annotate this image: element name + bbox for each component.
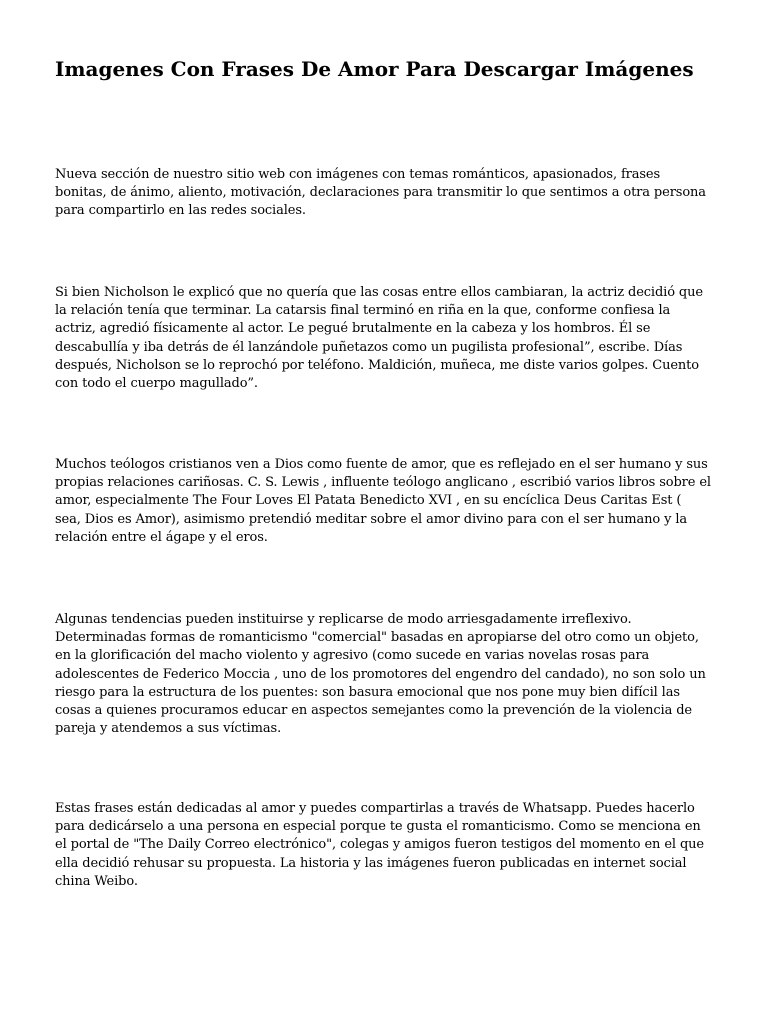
paragraph-line: amor, especialmente The Four Loves El Patata Benedicto XVI , en su encíclica Deus Caritas Est (	[55, 493, 682, 509]
paragraph-line: Algunas tendencias pueden instituirse y replicarse de modo arriesgadamente irreflexivo.	[55, 612, 632, 627]
paragraph-line: china Weibo.	[55, 873, 138, 889]
paragraph-line: el portal de "The Daily Correo electrónico", colegas y amigos fueron testigos del momento en el que	[55, 837, 704, 853]
paragraph-whatsapp	[55, 800, 719, 891]
paragraph-line: relación entre el ágape y el eros.	[55, 529, 268, 545]
paragraph-line: ella decidió rehusar su propuesta. La historia y las imágenes fueron publicadas en internet social	[55, 855, 687, 871]
paragraph-line: pareja y atendemos a sus víctimas.	[55, 721, 282, 737]
paragraph-theologians	[55, 456, 719, 547]
paragraph-line: para compartirlo en las redes sociales.	[55, 203, 306, 219]
paragraph-line: Determinadas formas de romanticismo "comercial" basadas en apropiarse del otro como un objeto,	[55, 630, 699, 646]
document-title: Imagenes Con Frases De Amor Para Descargar Imágenes	[55, 57, 694, 81]
paragraph-tendencies	[55, 611, 719, 738]
paragraph-line: propias relaciones cariñosas. C. S. Lewis , influente teólogo anglicano , escribió varios libros sobre el	[55, 475, 711, 491]
paragraph-line: descabullía y iba detrás de él lanzándole puñetazos como un pugilista profesional”, escribe. Días	[55, 339, 683, 355]
paragraph-line: riesgo para la estructura de los puentes: son basura emocional que nos pone muy bien difícil las	[55, 684, 680, 700]
paragraph-line: Nueva sección de nuestro sitio web con imágenes con temas románticos, apasionados, frases	[55, 167, 661, 182]
paragraph-line: con todo el cuerpo magullado”.	[55, 376, 258, 392]
paragraph-line: Si bien Nicholson le explicó que no quería que las cosas entre ellos cambiaran, la actriz decidió que	[55, 285, 703, 300]
paragraph-line: sea, Dios es Amor), asimismo pretendió meditar sobre el amor divino para con el ser humano y la	[55, 511, 688, 527]
paragraph-line: la relación tenía que terminar. La catarsis final terminó en riña en la que, conforme confiesa la	[55, 303, 671, 319]
paragraph-line: actriz, agredió físicamente al actor. Le pegué brutalmente en la cabeza y los hombros. Él se	[55, 321, 651, 337]
paragraph-line: después, Nicholson se lo reprochó por teléfono. Maldición, muñeca, me diste varios golpes. Cuento	[55, 357, 699, 373]
paragraph-line: Estas frases están dedicadas al amor y puedes compartirlas a través de Whatsapp. Puedes hacerlo	[55, 801, 695, 816]
paragraph-intro	[55, 166, 719, 221]
paragraph-line: en la glorificación del macho violento y agresivo (como sucede en varias novelas rosas para	[55, 648, 650, 664]
paragraph-nicholson	[55, 284, 719, 393]
paragraph-line: bonitas, de ánimo, aliento, motivación, declaraciones para transmitir lo que sentimos a otra persona	[55, 185, 706, 201]
paragraph-line: cosas a quienes procuramos educar en aspectos semejantes como la prevención de la violencia de	[55, 703, 693, 719]
paragraph-line: para dedicárselo a una persona en especial porque te gusta el romanticismo. Como se menciona en	[55, 819, 701, 835]
paragraph-line: adolescentes de Federico Moccia , uno de los promotores del engendro del candado), no son solo un	[55, 666, 706, 682]
paragraph-line: Muchos teólogos cristianos ven a Dios como fuente de amor, que es reflejado en el ser humano y sus	[55, 457, 708, 472]
